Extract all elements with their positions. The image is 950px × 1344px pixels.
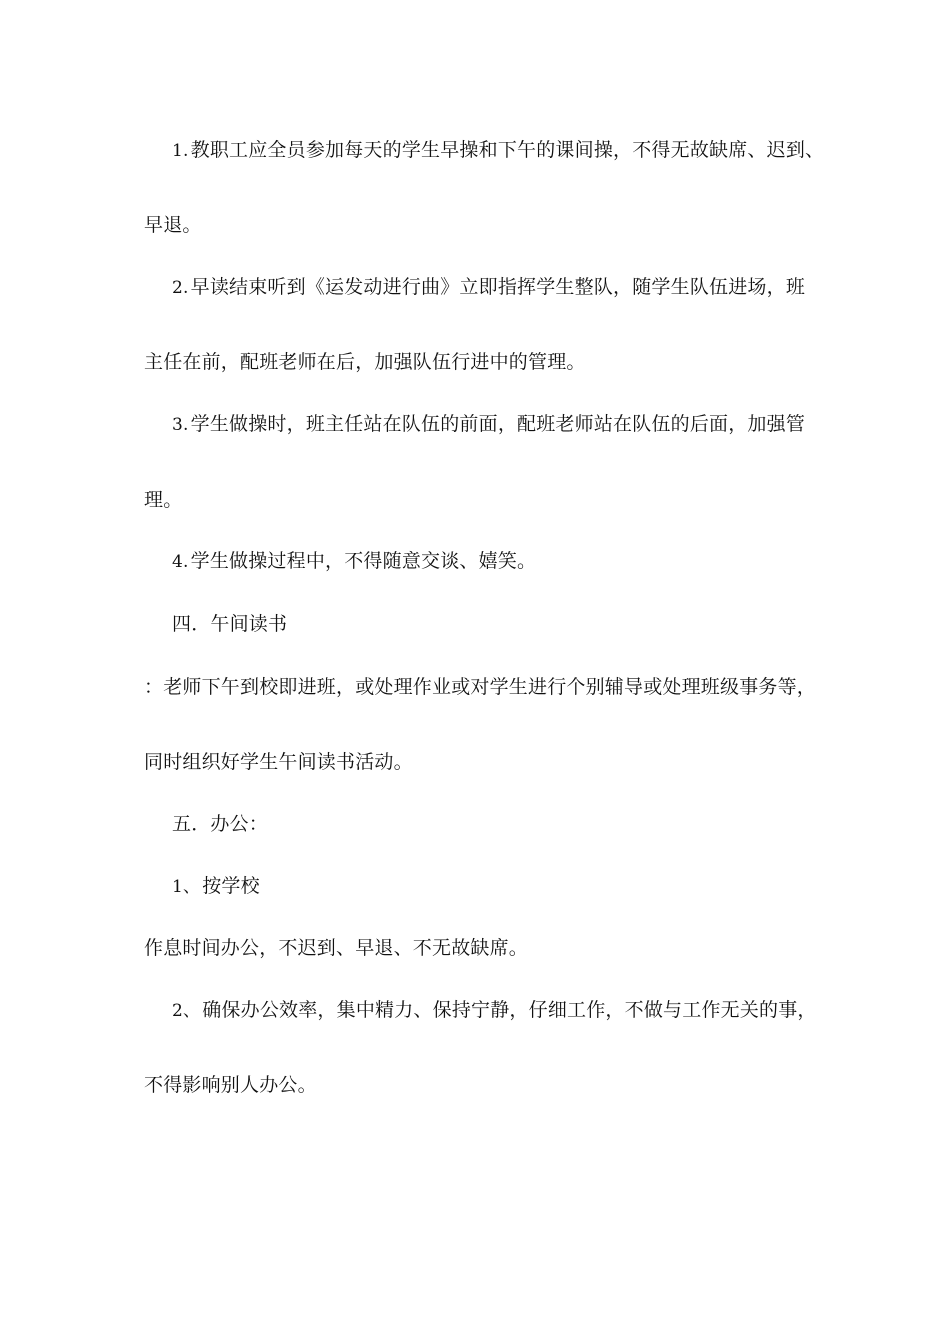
- line-text: 早读结束听到《运发动进行曲》立即指挥学生整队，随学生队伍进场，班: [190, 276, 806, 298]
- paragraph-line: [144, 213, 202, 237]
- list-number: 1.: [172, 141, 189, 161]
- paragraph-line: [144, 750, 413, 774]
- list-number: 3.: [172, 415, 189, 435]
- list-number: 4.: [172, 552, 189, 572]
- paragraph-line: [172, 998, 817, 1023]
- line-text: 按学校: [202, 875, 260, 897]
- line-text: ：老师下午到校即进班，或处理作业或对学生进行个别辅导或处理班级事务等，: [144, 676, 817, 698]
- paragraph-line: [172, 874, 260, 899]
- paragraph-line: [144, 488, 182, 512]
- line-text: 作息时间办公，不迟到、早退、不无故缺席。: [144, 937, 529, 959]
- line-text: 教职工应全员参加每天的学生早操和下午的课间操，不得无故缺席、迟到、: [190, 139, 825, 161]
- line-text: 同时组织好学生午间读书活动。: [144, 751, 413, 773]
- paragraph-line: [172, 412, 805, 437]
- heading-text: 四．午间读书: [172, 613, 288, 635]
- line-text: 理。: [144, 489, 183, 511]
- list-number: 2.: [172, 278, 189, 298]
- paragraph-line: [144, 936, 528, 960]
- line-text: 主任在前，配班老师在后，加强队伍行进中的管理。: [144, 351, 586, 373]
- paragraph-line: [144, 350, 586, 374]
- paragraph-line: [172, 275, 805, 300]
- paragraph-line: [144, 675, 816, 699]
- section-heading: [172, 612, 287, 636]
- paragraph-line: [172, 549, 536, 574]
- list-number: 1、: [172, 877, 201, 897]
- line-text: 不得影响别人办公。: [144, 1074, 317, 1096]
- line-text: 学生做操过程中，不得随意交谈、嬉笑。: [190, 550, 537, 572]
- line-text: 早退。: [144, 214, 202, 236]
- list-number: 2、: [172, 1001, 201, 1021]
- paragraph-line: [172, 138, 824, 163]
- section-heading: [172, 812, 268, 836]
- paragraph-line: [144, 1073, 317, 1097]
- heading-text: 五．办公：: [172, 813, 269, 835]
- line-text: 学生做操时，班主任站在队伍的前面，配班老师站在队伍的后面，加强管: [190, 413, 806, 435]
- line-text: 确保办公效率，集中精力、保持宁静，仔细工作，不做与工作无关的事，: [202, 999, 817, 1021]
